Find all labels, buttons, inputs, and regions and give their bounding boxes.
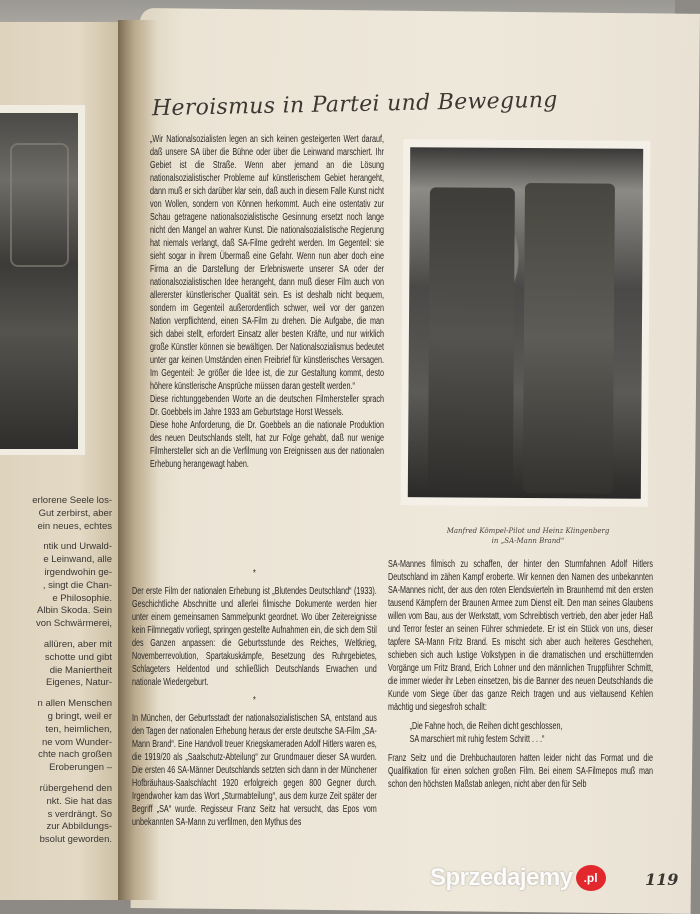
column-1 xyxy=(150,133,384,471)
paragraph: Franz Seitz und die Drehbuchautoren hatten leider nicht das Format und die Qualifikation für einen solchen großen Film. Bei einem SA-Filmepos muß man schon den höchsten Maßstab anlegen, nicht aber den für Selb xyxy=(388,753,653,790)
left-paragraph: n allen Menschen g bringt, weil er ten, heimlichen, ne vom Wunder- chte nach großen Eroberungen – xyxy=(37,698,112,774)
quote-line: „Die Fahne hoch, die Reihen dicht geschlossen, xyxy=(409,721,563,732)
page-number: 119 xyxy=(645,870,679,889)
watermark xyxy=(430,864,606,892)
left-paragraph: allüren, aber mit schotte und gibt die Maniertheit Eigenes, Natur- xyxy=(43,638,112,689)
watermark-badge: .pl xyxy=(576,865,606,891)
photo-caption xyxy=(408,526,648,546)
left-page-text xyxy=(0,495,112,855)
caption-line: in „SA-Mann Brand“ xyxy=(491,537,565,545)
paragraph: In München, der Geburtsstadt der nationalsozialistischen SA, entstand aus den Tagen der nationalen Erhebung heraus der erste deutsche SA-Film „SA-Mann Brand“. Eine Handvoll treuer Kriegskameraden Adolf Hitlers waren es, die 1919/20 als „Saalschutz-Abteilung“ zur Grundmauer dieser SA wurden. Die ersten 46 SA-Männer Deutschlands setzten sich dann in der Münchener Hofbräuhaus-Saalschlacht 1920 erfolgreich gegen 800 Gegner durch. Irgendwoher kam das Wort „Sturmabteilung“, aus dem kurze Zeit später der Begriff „SA“ wurde. Regisseur Franz Seitz hat versucht, das Epos vom unbekannten SA-Mann zu verfilmen, den Mythus des xyxy=(132,713,377,828)
article-title: Heroismus in Partei und Bewegung xyxy=(151,87,558,122)
paragraph: Diese hohe Anforderung, die Dr. Goebbels an die nationale Produktion des neuen Deutschlands stellt, hat zur Folge gehabt, daß nur wenige Filmhersteller sich an die Verfilmung von Ereignissen aus der nationalen Erhebung herangewagt haben. xyxy=(150,420,384,470)
film-still-photo xyxy=(401,139,651,507)
column-3 xyxy=(388,558,653,791)
left-paragraph: ntik und Urwald- e Leinwand, alle irgendwohin ge- , singt die Chan- e Philosophie. Albin Skoda. Sein von Schwärmerei, xyxy=(35,541,112,630)
paragraph: SA-Mannes filmisch zu schaffen, der hinter den Sturmfahnen Adolf Hitlers Deutschland im zähen Kampf eroberte. Wir kennen den Namen des unbekannten SA-Mannes nicht, der aus den roten Elendsvierteln im Braunhemd mit den ersten tausend Kämpfern der Braunen Armee zum Dienst eilt. Den man seines Glaubens willen vom Bau, aus der Werkstatt, vom Schreibtisch vertrieb, den aber jeder Haß und Terror fester an seinen Führer schmiedete. Er ist ein Stück von uns, dieser tapfere SA-Mann Fritz Brand. Es mischt sich aber auch heiteres Geschehen, schieben sich auch lustige Volkstypen in die dramatischen und erschütternden Vorgänge um Fritz Brand, Erich Lohner und den männlichen Truppführer Schmitt, die immer wieder ihr Leben einsetzen, bis die Banner des neuen Deutschlands die Kunde vom Siege über das ganze Reich tragen und aus vieltausend Kehlen mächtig und siegesfroh schallt: xyxy=(388,559,653,713)
left-page-photo xyxy=(0,105,85,455)
paragraph: Diese richtunggebenden Worte an die deutschen Filmhersteller sprach Dr. Goebbels im Jahre 1933 am Geburtstage Horst Wessels. xyxy=(150,394,384,418)
left-paragraph: rübergehend den nkt. Sie hat das s verdrängt. So zur Abbildungs- bsolut geworden. xyxy=(39,782,112,846)
watermark-logo: Sprzedajemy xyxy=(430,864,573,891)
separator: * xyxy=(252,695,256,706)
caption-line: Manfred Kömpel-Pilot und Heinz Klingenberg xyxy=(446,527,610,535)
quote-line: SA marschiert mit ruhig festem Schritt . . .“ xyxy=(409,734,545,745)
separator: * xyxy=(252,568,256,579)
column-2 xyxy=(132,562,377,829)
paragraph: Der erste Film der nationalen Erhebung ist „Blutendes Deutschland“ (1933). Geschichtliche Abschnitte und allerlei filmische Dokumente werden hier unter einem gemeinsamen Sammelpunkt geordnet. Wo über Zeitereignisse kein Filmnegativ vorliegt, springen gestellte Aufnahmen ein, die sich dem Stil des Ganzen anpassen: die Geburtsstunde des Reiches, Weltkrieg, Novemberrevolution, Spartakuskämpfe, Besetzung des Ruhrgebietes, Schlageters Heldentod und schließlich Deutschlands Erwachen und nationale Wiedergeburt. xyxy=(132,586,377,688)
paragraph: „Wir Nationalsozialisten legen an sich keinen gesteigerten Wert darauf, daß unsere SA über die Bühne oder über die Leinwand marschiert. Ihr Gebiet ist die Straße. Wenn aber jemand an die Lösung nationalsozialistischer Probleme auf künstlerischem Gebiet herangeht, dann muß er sich darüber klar sein, daß auch in diesem Falle Kunst nicht von Wollen, sondern von Können herkommt. Auch eine ostentativ zur Schau getragene nationalsozialistische Gesinnung ersetzt noch lange nicht den Mangel an wahrer Kunst. Die nationalsozialistische Regierung hat niemals verlangt, daß SA-Filme gedreht werden. Im Gegenteil: sie sieht sogar in ihrem Übermaß eine Gefahr. Wenn nun aber doch eine Firma an die Darstellung der Erlebniswerte unserer SA oder der nationalsozialistischen Idee herangeht, dann muß dieser Film auch von allererster künstlerischer Qualität sein. Es ist deshalb nicht bequem, sondern im Gegenteil außerordentlich schwer, weil vor der ganzen Nation verpflichtend, einen SA-Film zu drehen. Die Aufgabe, die man sich dabei stellt, erfordert Einsatz aller besten Kräfte, und nur wirklich große Künstler können sie bewältigen. Der Nationalsozialismus bedeutet unter gar keinen Umständen einen Freibrief für künstlerisches Versagen. Im Gegenteil: Je größer die Idee ist, die zur Gestaltung kommt, desto höhere künstlerische Ansprüche müssen daran gestellt werden.“ xyxy=(150,134,384,392)
song-quote xyxy=(388,720,653,746)
left-paragraph: erlorene Seele los- Gut zerbirst, aber ein neues, echtes xyxy=(32,495,112,532)
